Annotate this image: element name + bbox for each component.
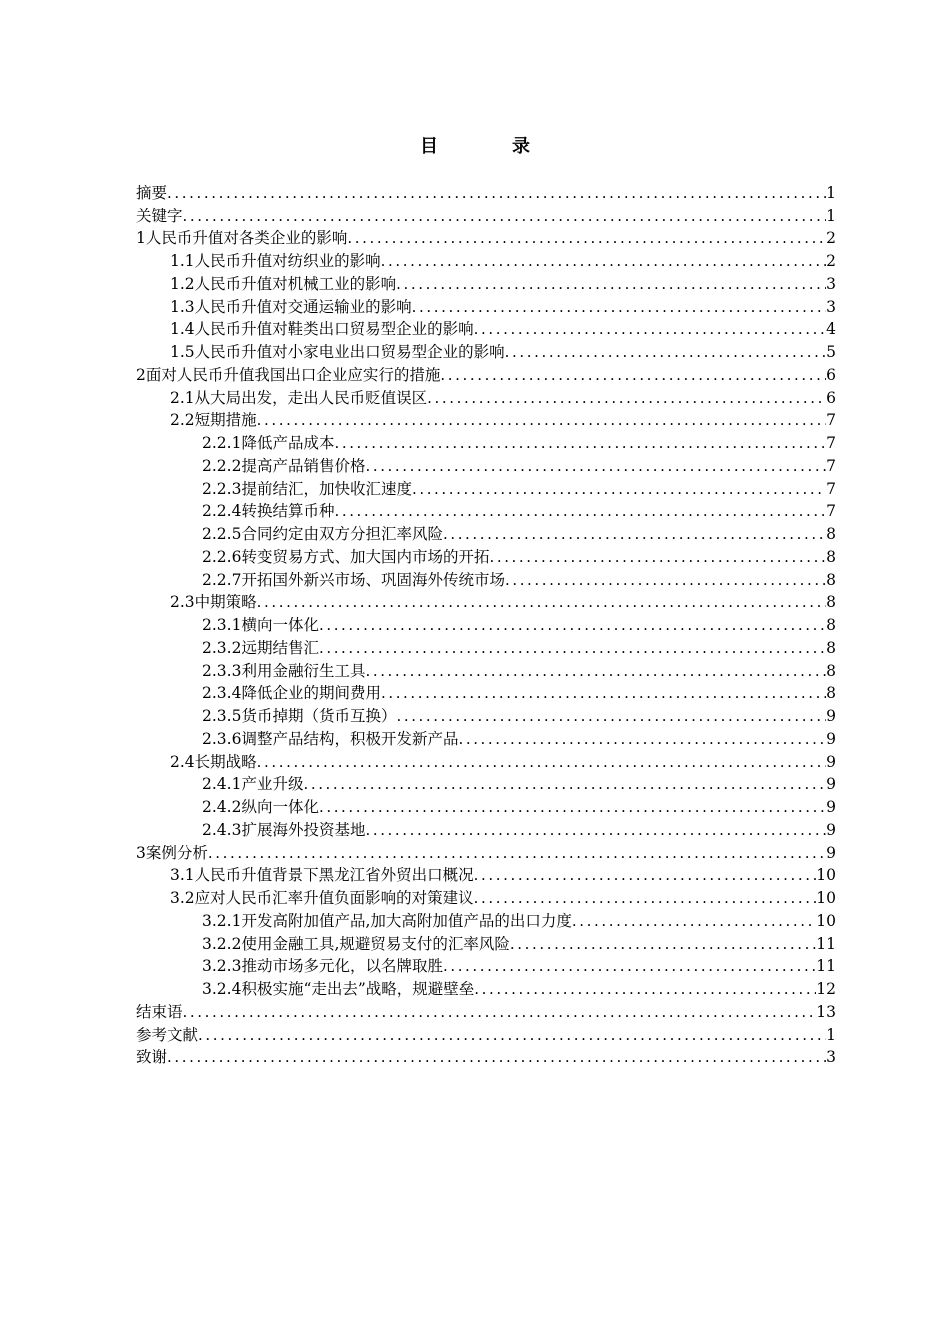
toc-dot-leader	[334, 501, 826, 521]
toc-dot-leader	[474, 319, 826, 339]
toc-dot-leader	[319, 615, 826, 635]
toc-entry[interactable]	[136, 544, 836, 567]
toc-entry[interactable]	[136, 954, 836, 977]
toc-entry-title: 3.2.3推动市场多元化，以名牌取胜	[202, 957, 443, 976]
toc-entry-page-number: 1	[826, 1025, 836, 1044]
toc-entry[interactable]	[136, 339, 836, 362]
toc-dot-leader	[183, 1002, 817, 1022]
toc-entry[interactable]	[136, 908, 836, 931]
toc-entry-title: 参考文献	[136, 1025, 199, 1044]
toc-dot-leader	[257, 752, 826, 772]
toc-dot-leader	[474, 888, 817, 908]
toc-dot-leader	[505, 570, 826, 590]
toc-dot-leader	[440, 365, 826, 385]
toc-dot-leader	[572, 911, 816, 931]
toc-entry-page-number: 3	[826, 1048, 836, 1067]
toc-dot-leader	[427, 388, 826, 408]
toc-dot-leader	[365, 820, 826, 840]
toc-entry-page-number: 5	[826, 343, 836, 361]
toc-entry-page-number: 11	[816, 957, 836, 976]
toc-entry-page-number: 1	[826, 206, 836, 225]
toc-entry[interactable]	[136, 567, 836, 590]
toc-entry-page-number: 8	[826, 684, 836, 703]
toc-entry-page-number: 12	[816, 980, 836, 998]
toc-entry-title: 2.2.6转变贸易方式、加大国内市场的开拓	[202, 547, 490, 566]
toc-entry-title: 1.4人民币升值对鞋类出口贸易型企业的影响	[170, 320, 474, 339]
toc-entry[interactable]	[136, 294, 836, 317]
toc-entry[interactable]	[136, 840, 836, 863]
toc-entry-page-number: 9	[826, 729, 836, 748]
toc-entry[interactable]	[136, 271, 836, 294]
toc-dot-leader	[443, 524, 826, 544]
toc-dot-leader	[381, 251, 826, 271]
toc-entry[interactable]	[136, 362, 836, 385]
toc-entry-title: 2.3.1横向一体化	[202, 616, 319, 634]
toc-entry[interactable]	[136, 658, 836, 681]
toc-dot-leader	[474, 865, 817, 885]
toc-entry[interactable]	[136, 976, 836, 999]
toc-dot-leader	[505, 342, 826, 362]
toc-entry-title: 关键字	[136, 206, 183, 225]
toc-entry-page-number: 2	[826, 252, 836, 270]
toc-entry[interactable]	[136, 521, 836, 544]
toc-dot-leader	[303, 774, 826, 794]
toc-entry-page-number: 11	[816, 934, 836, 953]
toc-entry-title: 2.2短期措施	[170, 411, 257, 430]
toc-entry-page-number: 6	[826, 388, 836, 407]
toc-entry-title: 2.3.3利用金融衍生工具	[202, 661, 366, 680]
toc-entry[interactable]	[136, 1022, 836, 1045]
toc-entry[interactable]	[136, 931, 836, 954]
toc-entry-page-number: 8	[826, 570, 836, 589]
toc-entry-title: 1.3人民币升值对交通运输业的影响	[170, 297, 412, 316]
toc-entry[interactable]	[136, 476, 836, 499]
toc-dot-leader	[365, 456, 826, 476]
toc-entry-title: 3.2.1开发高附加值产品,加大高附加值产品的出口力度	[202, 911, 572, 930]
toc-dot-leader	[396, 706, 826, 726]
toc-entry-title: 2.1从大局出发，走出人民币贬值误区	[170, 388, 428, 407]
toc-entry-page-number: 7	[826, 502, 836, 521]
toc-entry-title: 2.2.2提高产品销售价格	[202, 456, 366, 475]
toc-entry-title: 2.3.5货币掉期（货币互换）	[202, 707, 397, 725]
toc-entry-page-number: 10	[816, 866, 836, 885]
toc-entry[interactable]	[136, 317, 836, 340]
toc-entry-title: 3.1人民币升值背景下黑龙江省外贸出口概况	[170, 866, 474, 885]
toc-entry-page-number: 3	[826, 297, 836, 316]
toc-entry-title: 2.4.3扩展海外投资基地	[202, 820, 366, 839]
toc-entry-title: 结束语	[136, 1002, 183, 1021]
toc-dot-leader	[334, 433, 826, 453]
toc-entry-page-number: 2	[826, 229, 836, 248]
toc-entry[interactable]	[136, 385, 836, 408]
toc-dot-leader	[183, 206, 827, 226]
toc-entry-page-number: 9	[826, 707, 836, 725]
toc-entry-page-number: 10	[816, 889, 836, 907]
toc-entry-page-number: 8	[826, 638, 836, 657]
toc-entry-title: 1.1人民币升值对纺织业的影响	[170, 252, 381, 270]
toc-entry[interactable]	[136, 794, 836, 817]
toc-entry[interactable]	[136, 635, 836, 658]
toc-dot-leader	[167, 183, 826, 203]
toc-entry-page-number: 8	[826, 616, 836, 634]
toc-entry-title: 2.4.2纵向一体化	[202, 798, 319, 816]
toc-entry[interactable]	[136, 408, 836, 431]
toc-dot-leader	[198, 1025, 826, 1045]
toc-entry[interactable]	[136, 203, 836, 226]
toc-entry[interactable]	[136, 885, 836, 908]
toc-entry-page-number: 6	[826, 365, 836, 384]
toc-entry-page-number: 9	[826, 843, 836, 862]
toc-entry-page-number: 4	[826, 320, 836, 339]
toc-entry-title: 2.4.1产业升级	[202, 775, 304, 794]
toc-entry-title: 1.5人民币升值对小家电业出口贸易型企业的影响	[170, 343, 505, 361]
toc-entry-page-number: 9	[826, 752, 836, 771]
toc-entry-title: 2.2.5合同约定由双方分担汇率风险	[202, 525, 443, 543]
toc-entry-title: 3.2应对人民币汇率升值负面影响的对策建议	[170, 889, 474, 907]
toc-entry-title: 致谢	[136, 1048, 168, 1067]
toc-entry-page-number: 7	[826, 411, 836, 430]
toc-entry[interactable]	[136, 499, 836, 522]
toc-dot-leader	[489, 547, 826, 567]
toc-entry-page-number: 7	[826, 434, 836, 452]
toc-entry[interactable]	[136, 703, 836, 726]
toc-entry-page-number: 1	[826, 183, 836, 202]
toc-entry-page-number: 8	[826, 593, 836, 612]
toc-dot-leader	[396, 274, 826, 294]
toc-dot-leader	[510, 934, 816, 954]
toc-entry[interactable]	[136, 180, 836, 203]
toc-entry-title: 1人民币升值对各类企业的影响	[136, 229, 348, 248]
toc-entry-page-number: 8	[826, 661, 836, 680]
toc-entry[interactable]	[136, 1045, 836, 1068]
toc-dot-leader	[257, 410, 826, 430]
toc-dot-leader	[443, 956, 816, 976]
toc-dot-leader	[208, 843, 826, 863]
toc-dot-leader	[412, 297, 826, 317]
toc-entry-title: 2.3.4降低企业的期间费用	[202, 684, 381, 703]
table-of-contents	[136, 180, 836, 1067]
toc-entry-title: 2.2.3提前结汇，加快收汇速度	[202, 479, 412, 498]
toc-entry[interactable]	[136, 772, 836, 795]
toc-entry-title: 2.2.4转换结算币种	[202, 502, 335, 521]
toc-entry[interactable]	[136, 430, 836, 453]
toc-dot-leader	[474, 979, 816, 999]
toc-entry[interactable]	[136, 726, 836, 749]
toc-dot-leader	[365, 661, 826, 681]
toc-dot-leader	[257, 592, 826, 612]
toc-entry-page-number: 8	[826, 525, 836, 543]
toc-entry[interactable]	[136, 863, 836, 886]
toc-entry-title: 3案例分析	[136, 843, 208, 862]
toc-entry[interactable]	[136, 817, 836, 840]
toc-dot-leader	[319, 638, 826, 658]
toc-entry-title: 2面对人民币升值我国出口企业应实行的措施	[136, 365, 441, 384]
toc-entry-page-number: 9	[826, 798, 836, 816]
toc-dot-leader	[347, 228, 826, 248]
toc-entry[interactable]	[136, 590, 836, 613]
toc-entry-title: 2.2.7开拓国外新兴市场、巩固海外传统市场	[202, 570, 505, 589]
toc-entry-title: 摘要	[136, 183, 168, 202]
toc-dot-leader	[167, 1047, 826, 1067]
toc-entry-page-number: 13	[816, 1002, 836, 1021]
toc-entry[interactable]	[136, 248, 836, 271]
toc-entry[interactable]	[136, 681, 836, 704]
toc-entry-title: 2.4长期战略	[170, 752, 257, 771]
toc-entry[interactable]	[136, 453, 836, 476]
toc-entry[interactable]	[136, 226, 836, 249]
toc-entry[interactable]	[136, 999, 836, 1022]
toc-entry-title: 1.2人民币升值对机械工业的影响	[170, 274, 397, 293]
toc-entry[interactable]	[136, 749, 836, 772]
toc-entry-title: 3.2.4积极实施“走出去”战略，规避壁垒	[202, 980, 475, 998]
toc-entry-page-number: 3	[826, 274, 836, 293]
toc-entry-page-number: 7	[826, 456, 836, 475]
toc-entry-title: 2.3.6调整产品结构，积极开发新产品	[202, 729, 459, 748]
page-title: 目 录	[420, 136, 558, 157]
toc-entry-page-number: 10	[816, 911, 836, 930]
toc-entry-page-number: 7	[826, 479, 836, 498]
toc-entry-title: 2.3中期策略	[170, 593, 257, 612]
toc-entry-title: 2.2.1降低产品成本	[202, 434, 335, 452]
toc-entry-title: 3.2.2使用金融工具,规避贸易支付的汇率风险	[202, 934, 510, 953]
toc-dot-leader	[381, 683, 826, 703]
toc-entry[interactable]	[136, 612, 836, 635]
toc-dot-leader	[319, 797, 826, 817]
toc-dot-leader	[458, 729, 826, 749]
toc-entry-page-number: 9	[826, 820, 836, 839]
toc-dot-leader	[412, 479, 826, 499]
toc-entry-title: 2.3.2远期结售汇	[202, 638, 319, 657]
toc-entry-page-number: 9	[826, 775, 836, 794]
toc-entry-page-number: 8	[826, 547, 836, 566]
